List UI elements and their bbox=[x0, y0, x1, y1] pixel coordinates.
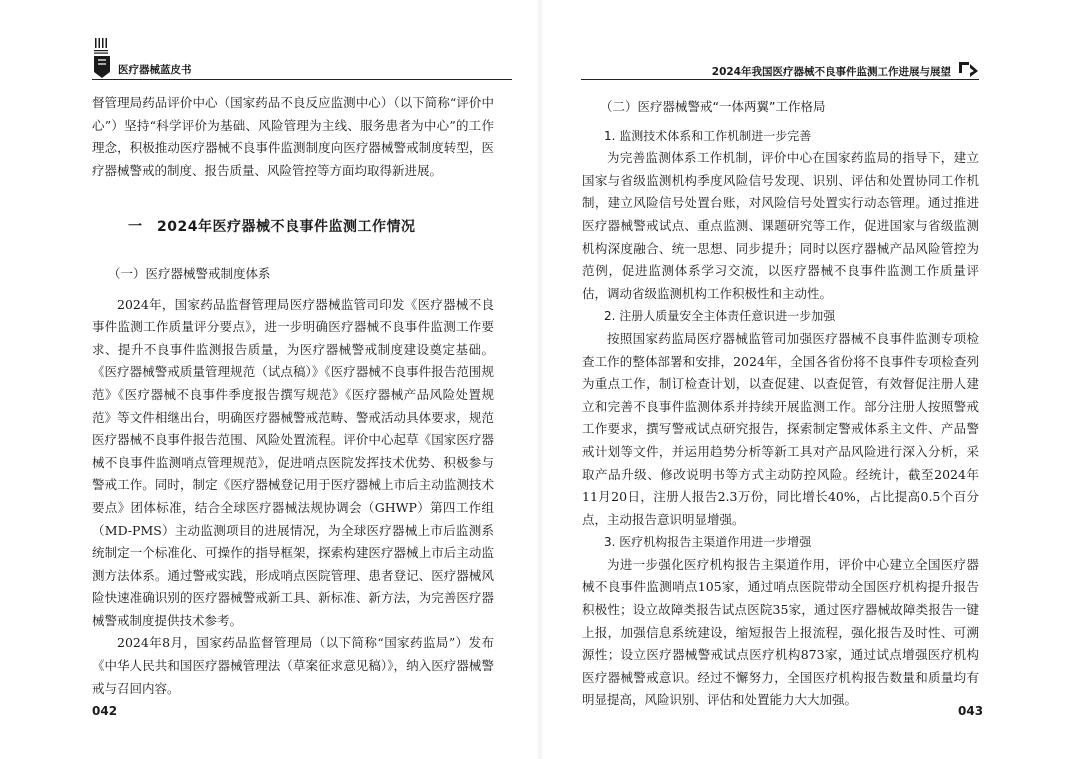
header-rule-right bbox=[581, 79, 979, 80]
series-logo-icon bbox=[92, 38, 112, 78]
subsection-title-2: （二）医疗器械警戒“一体两翼”工作格局 bbox=[600, 99, 826, 114]
subsection-title-1: （一）医疗器械警戒制度体系 bbox=[108, 265, 271, 281]
item-3-text: 为进一步强化医疗机构报告主渠道作用，评价中心建立全国医疗器械不良事件监测哨点105家，通过哨点医院带动全国医疗机构提升报告积极性；设立故障类报告试点医院35家，通过医疗器械故障类报告一键上报，加强信息系统建设，缩短报告上报流程，强化报告及时性、可溯源性；设立医疗器械警戒试点医疗机构873家，通过试点增强医疗机构医疗器械警戒意识。经过不懈努力，全国医疗机构报告数量和质量均有明显提高，风险识别、评估和处置能力大大加强。 bbox=[582, 556, 979, 708]
right-page-header bbox=[581, 60, 979, 80]
series-name: 医疗器械蓝皮书 bbox=[118, 64, 192, 76]
intro-paragraph: 督管理局药品评价中心（国家药品不良反应监测中心）（以下简称“评价中心”）坚持“科学评价为基础、风险管理为主线、服务患者为中心”的工作理念，积极推动医疗器械不良事件监测制度向医疗器械警戒制度转型，医疗器械警戒的制度、报告质量、风险管控等方面均取得新进展。 bbox=[92, 95, 494, 178]
left-page-body bbox=[92, 92, 494, 700]
left-page-header bbox=[92, 38, 512, 80]
item-2-title: 2. 注册人质量安全主体责任意识进一步加强 bbox=[604, 309, 836, 324]
item-1-title: 1. 监测技术体系和工作机制进一步完善 bbox=[604, 128, 812, 143]
right-page-body bbox=[582, 96, 979, 712]
running-head: 2024年我国医疗器械不良事件监测工作进展与展望 bbox=[711, 66, 951, 78]
item-2-text: 按照国家药监局医疗器械监管司加强医疗器械不良事件监测专项检查工作的整体部署和安排，2024年，全国各省份将不良事件专项检查列为重点工作，制订检查计划，以查促建、以查促管，有效督促注册人建立和完善不良事件监测体系并持续开展监测工作。部分注册人按照警戒工作要求，撰写警戒试点研究报告，探索制定警戒体系主文件、产品警戒计划等文件，并运用趋势分析等新工具对产品风险进行深入分析，采取产品升级、修改说明书等方式主动防控风险。经统计，截至2024年11月20日，注册人报告2.3万份，同比增长40%，占比提高0.5个百分点，主动报告意识明显增强。 bbox=[582, 330, 979, 527]
item-1-text: 为完善监测体系工作机制，评价中心在国家药监局的指导下，建立国家与省级监测机构季度风险信号发现、识别、评估和处置协同工作机制，建立风险信号处置台账，对风险信号处置实行动态管理。通过推进医疗器械警戒试点、重点监测、课题研究等工作，促进国家与省级监测机构深度融合、统一思想、同步提升；同时以医疗器械产品风险管控为范例，促进监测体系学习交流，以医疗器械不良事件监测工作质量评估，调动省级监测机构工作积极性和主动性。 bbox=[582, 150, 979, 301]
header-rule-left bbox=[92, 79, 512, 80]
page-number-left: 042 bbox=[92, 704, 118, 718]
body-paragraph-2: 2024年8月，国家药品监督管理局（以下简称“国家药监局”）发布《中华人民共和国医疗器械管理法（草案征求意见稿）》，纳入医疗器械警戒与召回内容。 bbox=[92, 635, 494, 696]
corner-arrow-icon bbox=[957, 60, 979, 78]
section-title: 一 2024年医疗器械不良事件监测工作情况 bbox=[128, 219, 416, 236]
page-number-right: 043 bbox=[958, 704, 984, 718]
item-3-title: 3. 医疗机构报告主渠道作用进一步增强 bbox=[604, 535, 812, 550]
body-paragraph-1: 2024年，国家药品监督管理局医疗器械监管司印发《医疗器械不良事件监测工作质量评分要点》，进一步明确医疗器械不良事件监测工作要求、提升不良事件监测报告质量，为医疗器械警戒制度建设奠定基础。《医疗器械警戒质量管理规范（试点稿）》《医疗器械不良事件报告范围规范》《医疗器械不良事件季度报告撰写规范》《医疗器械产品风险处置规范》等文件相继出台，明确医疗器械警戒范畴、警戒活动具体要求，规范医疗器械不良事件报告范围、风险处置流程。评价中心起草《国家医疗器械不良事件监测哨点管理规范》，促进哨点医院发挥技术优势、积极参与警戒工作。同时，制定《医疗器械登记用于医疗器械上市后主动监测技术要点》团体标准，结合全球医疗器械法规协调会（GHWP）第四工作组（MD-PMS）主动监测项目的进展情况，为全球医疗器械上市后监测系统制定一个标准化、可操作的指导框架，探索构建医疗器械上市后主动监测方法体系。通过警戒实践，形成哨点医院管理、患者登记、医疗器械风险快速准确识别的医疗器械警戒新工具、新标准、新方法，为完善医疗器械警戒制度提供技术参考。 bbox=[92, 296, 494, 628]
